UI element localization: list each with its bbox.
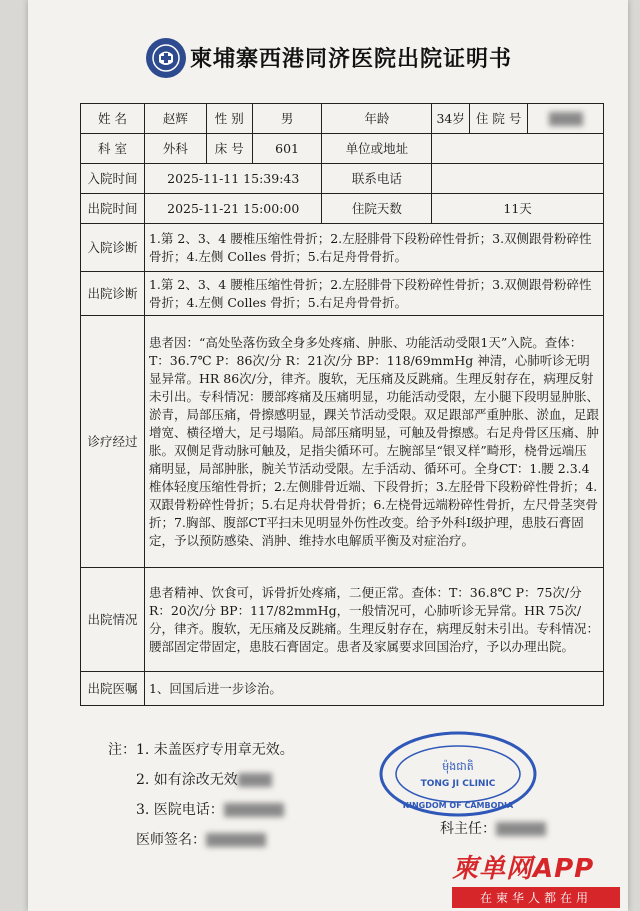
redacted-note-2	[238, 773, 272, 787]
brand-tagline: 在柬华人都在用	[452, 887, 620, 908]
unit-label: 单位或地址	[322, 134, 432, 164]
redacted-phone	[224, 803, 284, 817]
gender-value: 男	[252, 104, 322, 134]
admit-time-value: 2025-11-11 15:39:43	[144, 164, 322, 194]
advice-label: 出院医嘱	[81, 672, 145, 706]
admission-no-value	[528, 104, 604, 134]
discharge-time-label: 出院时间	[81, 194, 145, 224]
admit-diag-value: 1.第 2、3、4 腰椎压缩性骨折；2.左胫腓骨下段粉碎性骨折；3.双侧跟骨粉碎性骨折；4.左侧 Colles 骨折；5.右足舟骨骨折。	[144, 224, 603, 272]
note-1-text: 1. 未盖医疗专用章无效。	[136, 742, 294, 758]
course-label: 诊疗经过	[81, 316, 145, 568]
stamp-khmer: ម៉ុងជាតិ	[442, 760, 474, 773]
doctor-label: 医师签名：	[136, 832, 206, 848]
dept-label: 科 室	[81, 134, 145, 164]
gender-label: 性 别	[206, 104, 252, 134]
course-value: 患者因：“高处坠落伤致全身多处疼痛、肿胀、功能活动受限1天”入院。查体：T：36.7℃ P：86次/分 R：21次/分 BP：118/69mmHg 神清，心肺听诊无明显异常。HR 86次/分，律齐。腹软，无压痛及反跳痛。生理反射存在，病理反射未引出。专科情况：腰部疼痛及压痛明显，功能活动受限，左小腿下段明显肿胀、淤青，局部压痛，骨擦感明显，踝关节活动受限。双足跟部严重肿胀、淤血，足跟增宽、横径增大，足弓塌陷。局部压痛明显，可触及骨擦感。右足舟骨区压痛、肿胀。双侧足背动脉可触及，足指尖循环可。左腕部呈“银叉样”畸形，桡骨远端压痛明显，局部肿胀，腕关节活动受限。左手活动、循环可。全身CT：1.腰 2.3.4 椎体轻度压缩性骨折；2.左侧腓骨近端、下段骨折；3.左胫骨下段粉碎性骨折；4.双跟骨粉碎性骨折；5.右足舟状骨骨折；6.左桡骨远端粉碎性骨折，左尺骨茎突骨折；7.胸部、腹部CT平扫未见明显外伤性改变。给予外科Ⅰ级护理，患肢石膏固定，予以预防感染、消肿、维持水电解质平衡及对症治疗。	[144, 316, 603, 568]
unit-value	[432, 134, 604, 164]
discharge-diag-label: 出院诊断	[81, 272, 145, 316]
discharge-certificate	[28, 0, 628, 911]
redacted-admission-no	[549, 112, 583, 126]
dept-value: 外科	[144, 134, 206, 164]
redacted-chief	[496, 822, 546, 836]
discharge-form	[80, 103, 604, 706]
stay-days-label: 住院天数	[322, 194, 432, 224]
bed-value: 601	[252, 134, 322, 164]
advice-value: 1、回国后进一步诊治。	[144, 672, 603, 706]
note-3-text: 3. 医院电话：	[136, 802, 224, 818]
note-3	[108, 795, 294, 825]
hospital-logo	[146, 38, 186, 78]
condition-value: 患者精神、饮食可，诉骨折处疼痛，二便正常。查体：T：36.8℃ P：75次/分 R：20次/分 BP：117/82mmHg，一般情况可，心肺听诊无异常。HR 75次/分，律齐。腹软，无压痛及反跳痛。生理反射存在，病理反射未引出。专科情况：腰部固定带固定，患肢石膏固定。患者及家属要求回国治疗，予以办理出院。	[144, 568, 603, 672]
watermark-brand	[452, 848, 630, 908]
document-title: 柬埔寨西港同济医院出院证明书	[190, 46, 513, 72]
clinic-stamp	[378, 730, 538, 818]
stay-days-value: 11天	[432, 194, 604, 224]
note-1	[108, 735, 294, 765]
condition-label: 出院情况	[81, 568, 145, 672]
brand-name: 柬单网APP	[452, 854, 595, 884]
admission-no-label: 住 院 号	[470, 104, 528, 134]
chief-label: 科主任：	[440, 821, 496, 837]
discharge-diag-value: 1.第 2、3、4 腰椎压缩性骨折；2.左胫腓骨下段粉碎性骨折；3.双侧跟骨粉碎性骨折；4.左侧 Colles 骨折；5.右足舟骨骨折。	[144, 272, 603, 316]
chief-signature	[440, 818, 546, 838]
admit-time-label: 入院时间	[81, 164, 145, 194]
age-value: 34岁	[432, 104, 470, 134]
phone-label: 联系电话	[322, 164, 432, 194]
note-2-text: 2. 如有涂改无效	[136, 772, 238, 788]
admit-diag-label: 入院诊断	[81, 224, 145, 272]
discharge-time-value: 2025-11-21 15:00:00	[144, 194, 322, 224]
bed-label: 床 号	[206, 134, 252, 164]
name-label: 姓 名	[81, 104, 145, 134]
notes-prefix: 注：	[108, 742, 136, 758]
doctor-signature	[108, 825, 294, 855]
stamp-country: KINGDOM OF CAMBODIA	[402, 801, 514, 810]
notes-section	[108, 735, 294, 855]
redacted-signature	[206, 833, 266, 847]
phone-value	[432, 164, 604, 194]
name-value: 赵辉	[144, 104, 206, 134]
note-2	[108, 765, 294, 795]
stamp-clinic-name: TONG JI CLINIC	[420, 779, 496, 789]
age-label: 年龄	[322, 104, 432, 134]
